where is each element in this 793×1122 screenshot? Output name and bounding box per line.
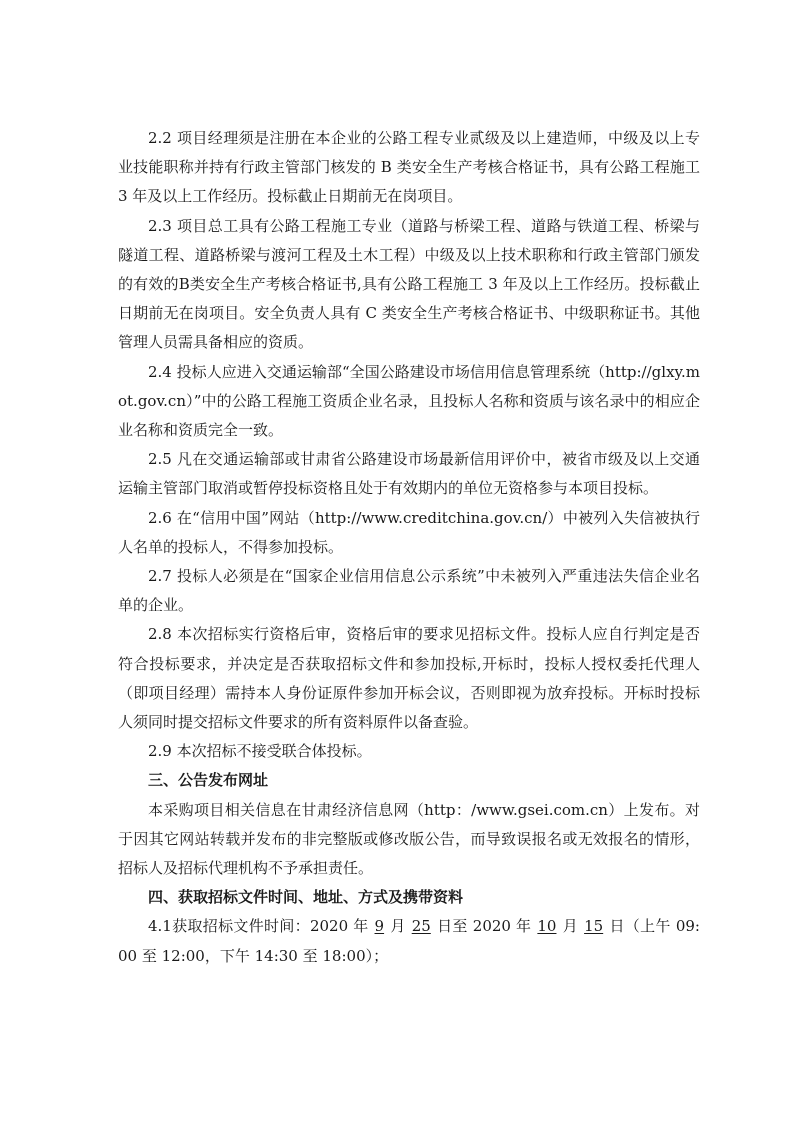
end-month: 10 [537,917,557,936]
paragraph-2-5: 2.5 凡在交通运输部或甘肃省公路建设市场最新信用评价中，被省市级及以上交通运输主管部门取消或暂停投标资格且处于有效期内的单位无资格参与本项目投标。 [118,450,700,498]
start-day: 25 [411,917,431,936]
paragraph-2-3: 2.3 项目总工具有公路工程施工专业（道路与桥梁工程、道路与铁道工程、桥梁与隧道工程、道路桥梁与渡河工程及土木工程）中级及以上技术职称和行政主管部门颁发的有效的B类安全生产考核合格证书,具有公路工程施工 3 年及以上工作经历。投标截止日期前无在岗项目。安全负责人具有 C 类安全生产考核合格证书、中级职称证书。其他管理人员需具备相应的资质。 [118,216,700,352]
document-body [118,124,700,971]
section-3-heading: 三、公告发布网址 [148,771,269,790]
end-day: 15 [584,917,604,936]
paragraph-4-1 [118,912,700,970]
paragraph-2-7: 2.7 投标人必须是在“国家企业信用信息公示系统”中未被列入严重违法失信企业名单的企业。 [118,567,700,615]
start-month: 9 [374,917,385,936]
paragraph-2-8: 2.8 本次招标实行资格后审，资格后审的要求见招标文件。投标人应自行判定是否符合投标要求，并决定是否获取招标文件和参加投标,开标时，投标人授权委托代理人（即项目经理）需持本人身份证原件参加开标会议，否则即视为放弃投标。开标时投标人须同时提交招标文件要求的所有资料原件以备查验。 [118,625,700,732]
p41-text-2: 日至 2020 年 [436,917,532,936]
p41-suffix: 日（上午 09:00 至 12:00，下午 14:30 至 18:00）； [118,917,700,965]
p41-prefix: 4.1获取招标文件时间：2020 年 [148,917,369,936]
section-3-body: 本采购项目相关信息在甘肃经济信息网（http：/www.gsei.com.cn）上发布。对于因其它网站转载并发布的非完整版或修改版公告，而导致误报名或无效报名的情形，招标人及招标代理机构不予承担责任。 [118,800,700,878]
paragraph-2-2: 2.2 项目经理须是注册在本企业的公路工程专业贰级及以上建造师，中级及以上专业技能职称并持有行政主管部门核发的 B 类安全生产考核合格证书，具有公路工程施工 3 年及以上工作经历。投标截止日期前无在岗项目。 [118,129,700,206]
section-4-heading: 四、获取招标文件时间、地址、方式及携带资料 [148,888,464,907]
paragraph-2-9: 2.9 本次招标不接受联合体投标。 [148,742,372,761]
paragraph-2-4: 2.4 投标人应进入交通运输部“全国公路建设市场信用信息管理系统（http://glxy.mot.gov.cn）”中的公路工程施工资质企业名录，且投标人名称和资质与该名录中的相应企业名称和资质完全一致。 [118,362,700,440]
p41-text-3: 月 [562,917,579,936]
p41-text-1: 月 [390,917,406,936]
paragraph-2-6: 2.6 在“信用中国”网站（http://www.creditchina.gov.cn/）中被列入失信被执行人名单的投标人，不得参加投标。 [118,508,700,556]
